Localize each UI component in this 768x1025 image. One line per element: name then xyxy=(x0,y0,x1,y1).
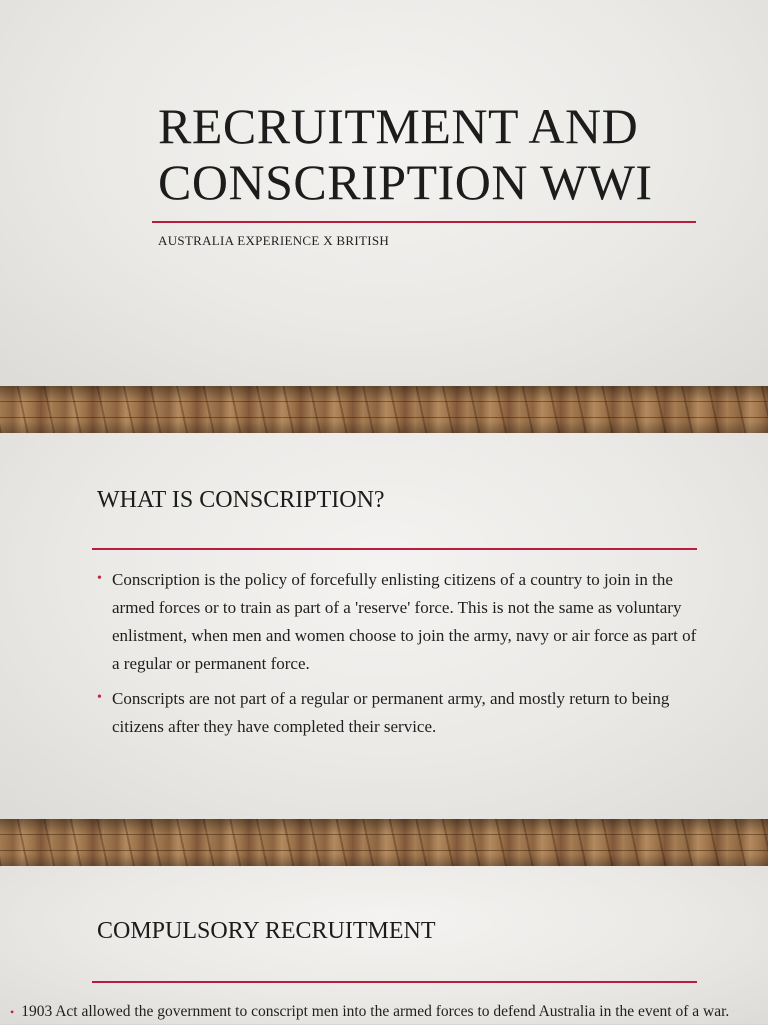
slide-heading: WHAT IS CONSCRIPTION? xyxy=(97,487,385,513)
slide-subtitle: AUSTRALIA EXPERIENCE X BRITISH xyxy=(158,233,390,248)
list-item xyxy=(97,566,697,678)
bullet-dot-icon: • xyxy=(10,1005,15,1019)
bullet-dot-icon: • xyxy=(97,690,102,705)
bullet-text: Conscripts are not part of a regular or permanent army, and mostly return to being citizens after they have completed their service. xyxy=(112,689,670,736)
list-item xyxy=(97,685,697,741)
wood-floor-divider xyxy=(0,386,768,433)
heading-divider xyxy=(92,548,697,550)
heading-divider xyxy=(92,981,697,983)
bullet-dot-icon: • xyxy=(97,571,102,586)
bullet-text: 1903 Act allowed the government to conscript men into the armed forces to defend Australia in the event of a war. xyxy=(21,1003,730,1020)
slide-what-is-conscription xyxy=(0,433,768,819)
bullet-text: Conscription is the policy of forcefully enlisting citizens of a country to join in the armed forces or to train as part of a 'reserve' force. This is not the same as voluntary enlistment, when men and women choose to join the army, navy or air force as part of a regular or permanent force. xyxy=(112,570,697,673)
slide-title-heading xyxy=(158,98,653,210)
slide-title xyxy=(0,0,768,386)
list-item xyxy=(10,999,768,1025)
title-line-1: RECRUITMENT AND xyxy=(158,98,639,154)
slide-heading: COMPULSORY RECRUITMENT xyxy=(97,918,436,944)
wood-floor-divider xyxy=(0,819,768,866)
title-divider xyxy=(152,221,696,223)
bullet-list xyxy=(97,566,697,748)
title-line-2: CONSCRIPTION WWI xyxy=(158,154,653,210)
